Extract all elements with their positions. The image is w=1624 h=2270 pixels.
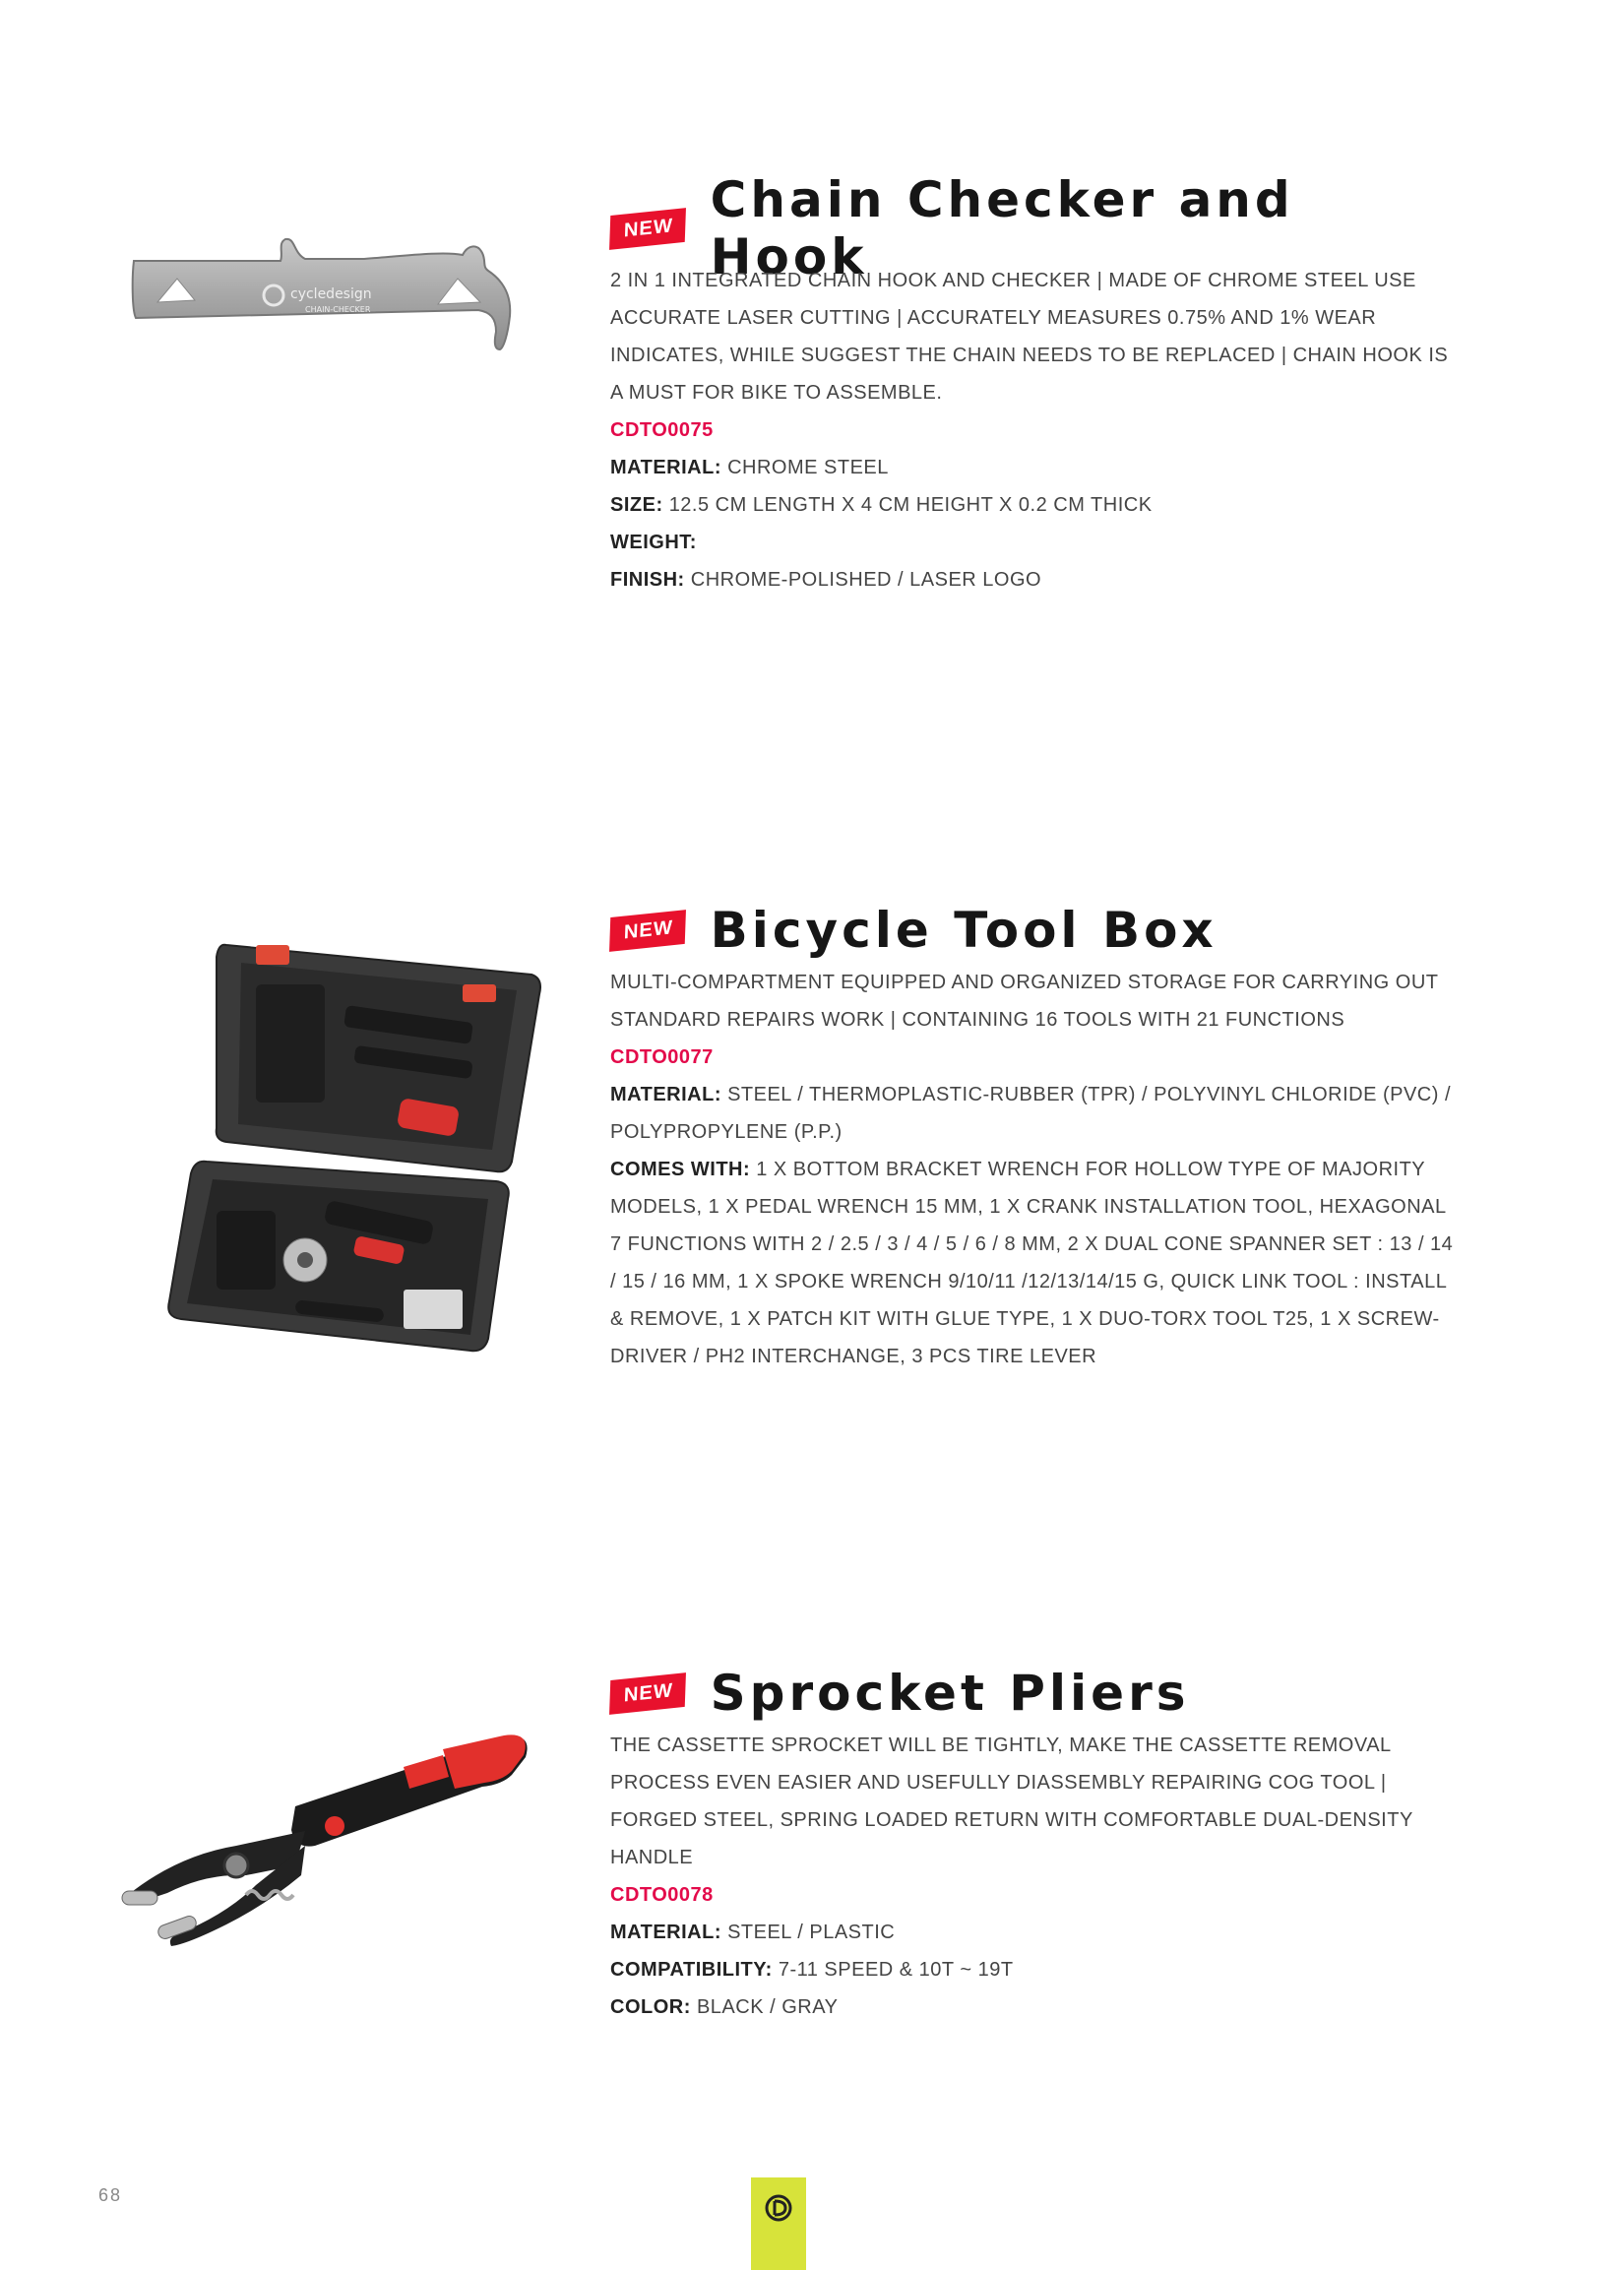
spec-compatibility: COMPATIBILITY: 7-11 SPEED & 10T ~ 19T (610, 1959, 1014, 1981)
new-badge: NEW (609, 1672, 686, 1715)
spec-material: MATERIAL: STEEL / PLASTIC (610, 1922, 896, 1943)
title-row (610, 171, 1457, 285)
page-number: 68 (98, 2185, 123, 2205)
title-row (610, 1664, 1457, 1723)
tool-box-image (157, 915, 541, 1363)
product-description: 2 IN 1 INTEGRATED CHAIN HOOK AND CHECKER | MADE OF CHROME STEEL USE ACCURATE LASER CUTTING | ACCURATELY MEASURES 0.75% AND 1% WEAR INDICATES, WHILE SUGGEST THE CHAIN NEEDS TO BE REPLACED | CHAIN HOOK IS A MUST FOR BIKE TO ASSEMBLE. (610, 270, 1449, 404)
product-code: CDTO0075 (610, 419, 714, 441)
spec-material: MATERIAL: CHROME STEEL (610, 457, 889, 478)
sprocket-pliers-details (610, 1664, 1457, 2026)
spec-material: MATERIAL: STEEL / THERMOPLASTIC-RUBBER (TPR) / POLYVINYL CHLORIDE (PVC) / POLYPROPYLENE (P.P.) (610, 1084, 1452, 1143)
chain-checker-image (108, 231, 541, 394)
chain-checker-details (610, 171, 1457, 599)
product-title: Bicycle Tool Box (710, 902, 1218, 959)
chain-checker-model-text: CHAIN-CHECKER (305, 305, 371, 314)
tool-box-details (610, 901, 1457, 1375)
product-description: MULTI-COMPARTMENT EQUIPPED AND ORGANIZED STORAGE FOR CARRYING OUT STANDARD REPAIRS WORK | CONTAINING 16 TOOLS WITH 21 FUNCTIONS (610, 972, 1439, 1031)
spec-weight: WEIGHT: (610, 532, 697, 553)
chain-checker-brand-text: cycledesign (290, 286, 372, 302)
spec-color: COLOR: BLACK / GRAY (610, 1996, 839, 2018)
new-badge: NEW (609, 208, 686, 250)
spec-size: SIZE: 12.5 CM LENGTH X 4 CM HEIGHT X 0.2 CM THICK (610, 494, 1153, 516)
product-code: CDTO0077 (610, 1046, 714, 1068)
brand-logo-icon (764, 2193, 793, 2223)
product-description: THE CASSETTE SPROCKET WILL BE TIGHTLY, MAKE THE CASSETTE REMOVAL PROCESS EVEN EASIER AND USEFULLY DIASSEMBLY REPAIRING COG TOOL | FORGED STEEL, SPRING LOADED RETURN WITH COMFORTABLE DUAL-DENSITY HANDLE (610, 1734, 1413, 1868)
title-row (610, 901, 1457, 960)
sprocket-pliers-image (108, 1728, 541, 1969)
brand-logo (751, 2177, 806, 2270)
spec-finish: FINISH: CHROME-POLISHED / LASER LOGO (610, 569, 1042, 591)
product-title: Sprocket Pliers (710, 1665, 1190, 1722)
product-title: Chain Checker and Hook (710, 171, 1294, 285)
product-code: CDTO0078 (610, 1884, 714, 1906)
spec-comes-with: COMES WITH: 1 X BOTTOM BRACKET WRENCH FOR HOLLOW TYPE OF MAJORITY MODELS, 1 X PEDAL WRENCH 15 MM, 1 X CRANK INSTALLATION TOOL, HEXAGONAL 7 FUNCTIONS WITH 2 / 2.5 / 3 / 4 / 5 / 6 / 8 MM, 2 X DUAL CONE SPANNER SET : 13 / 14 / 15 / 16 MM, 1 X SPOKE WRENCH 9/10/11 /12/13/14/15 G, QUICK LINK TOOL : INSTALL & REMOVE, 1 X PATCH KIT WITH GLUE TYPE, 1 X DUO-TORX TOOL T25, 1 X SCREW-DRIVER / PH2 INTERCHANGE, 3 PCS TIRE LEVER (610, 1159, 1454, 1367)
new-badge: NEW (609, 910, 686, 952)
